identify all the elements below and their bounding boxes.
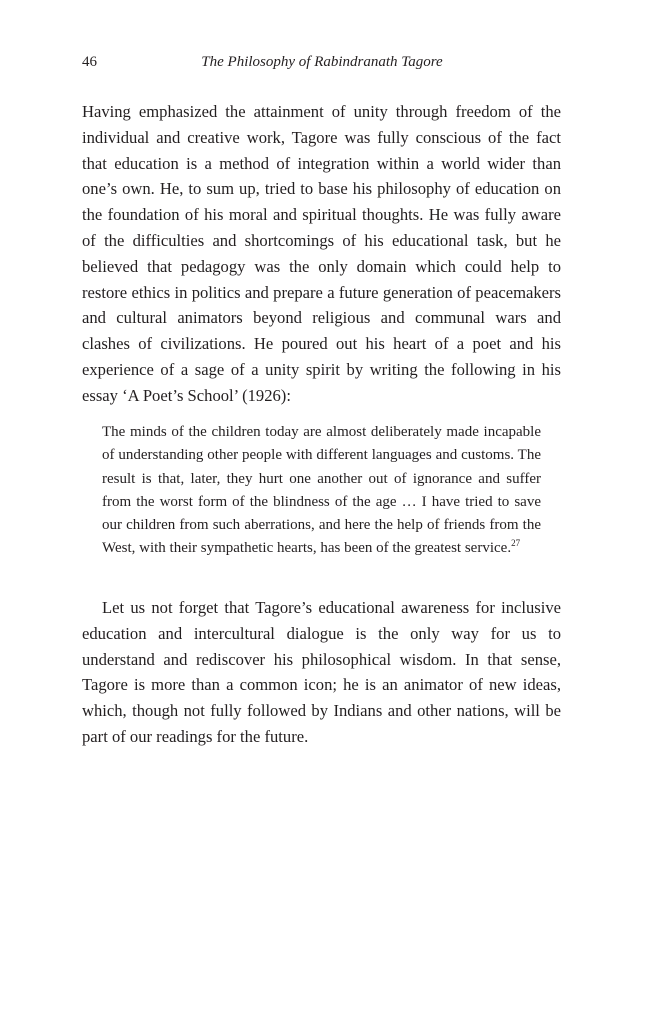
running-title: The Philosophy of Rabindranath Tagore — [201, 54, 443, 70]
block-quote — [102, 421, 541, 561]
running-header — [82, 51, 562, 73]
body-paragraph-1: Having emphasized the attainment of unity through freedom of the individual and creative work, Tagore was fully conscious of the fact that education is a method of integration within a world wider than one’s own. He, to sum up, tried to base his philosophy of education on the foundation of his moral and spiritual thoughts. He was fully aware of the difficulties and shortcomings of his educational task, but he believed that pedagogy was the only domain which could help to restore ethics in politics and prepare a future generation of peacemakers and cultural animators beyond religious and communal wars and clashes of civilizations. He poured out his heart of a poet and his experience of a sage of a unity spirit by writing the following in his essay ‘A Poet’s School’ (1926): — [82, 102, 561, 405]
footnote-marker: 27 — [511, 538, 521, 549]
block-quote-text: The minds of the children today are almost deliberately made incapable of understanding other people with different languages and customs. The result is that, later, they hurt one another out of ignorance and suffer from the worst form of the blindness of the age … I have tried to save our children from such aberrations, and here the help of friends from the West, with their sympathetic hearts, has been of the greatest service. — [102, 424, 541, 557]
body-paragraph-2: Let us not forget that Tagore’s educational awareness for inclusive education and intercultural dialogue is the only way for us to understand and rediscover his philosophical wisdom. In that sense, Tagore is more than a common icon; he is an animator of new ideas, which, though not fully followed by Indians and other nations, will be part of our readings for the future. — [82, 598, 561, 746]
page-number: 46 — [82, 54, 97, 70]
